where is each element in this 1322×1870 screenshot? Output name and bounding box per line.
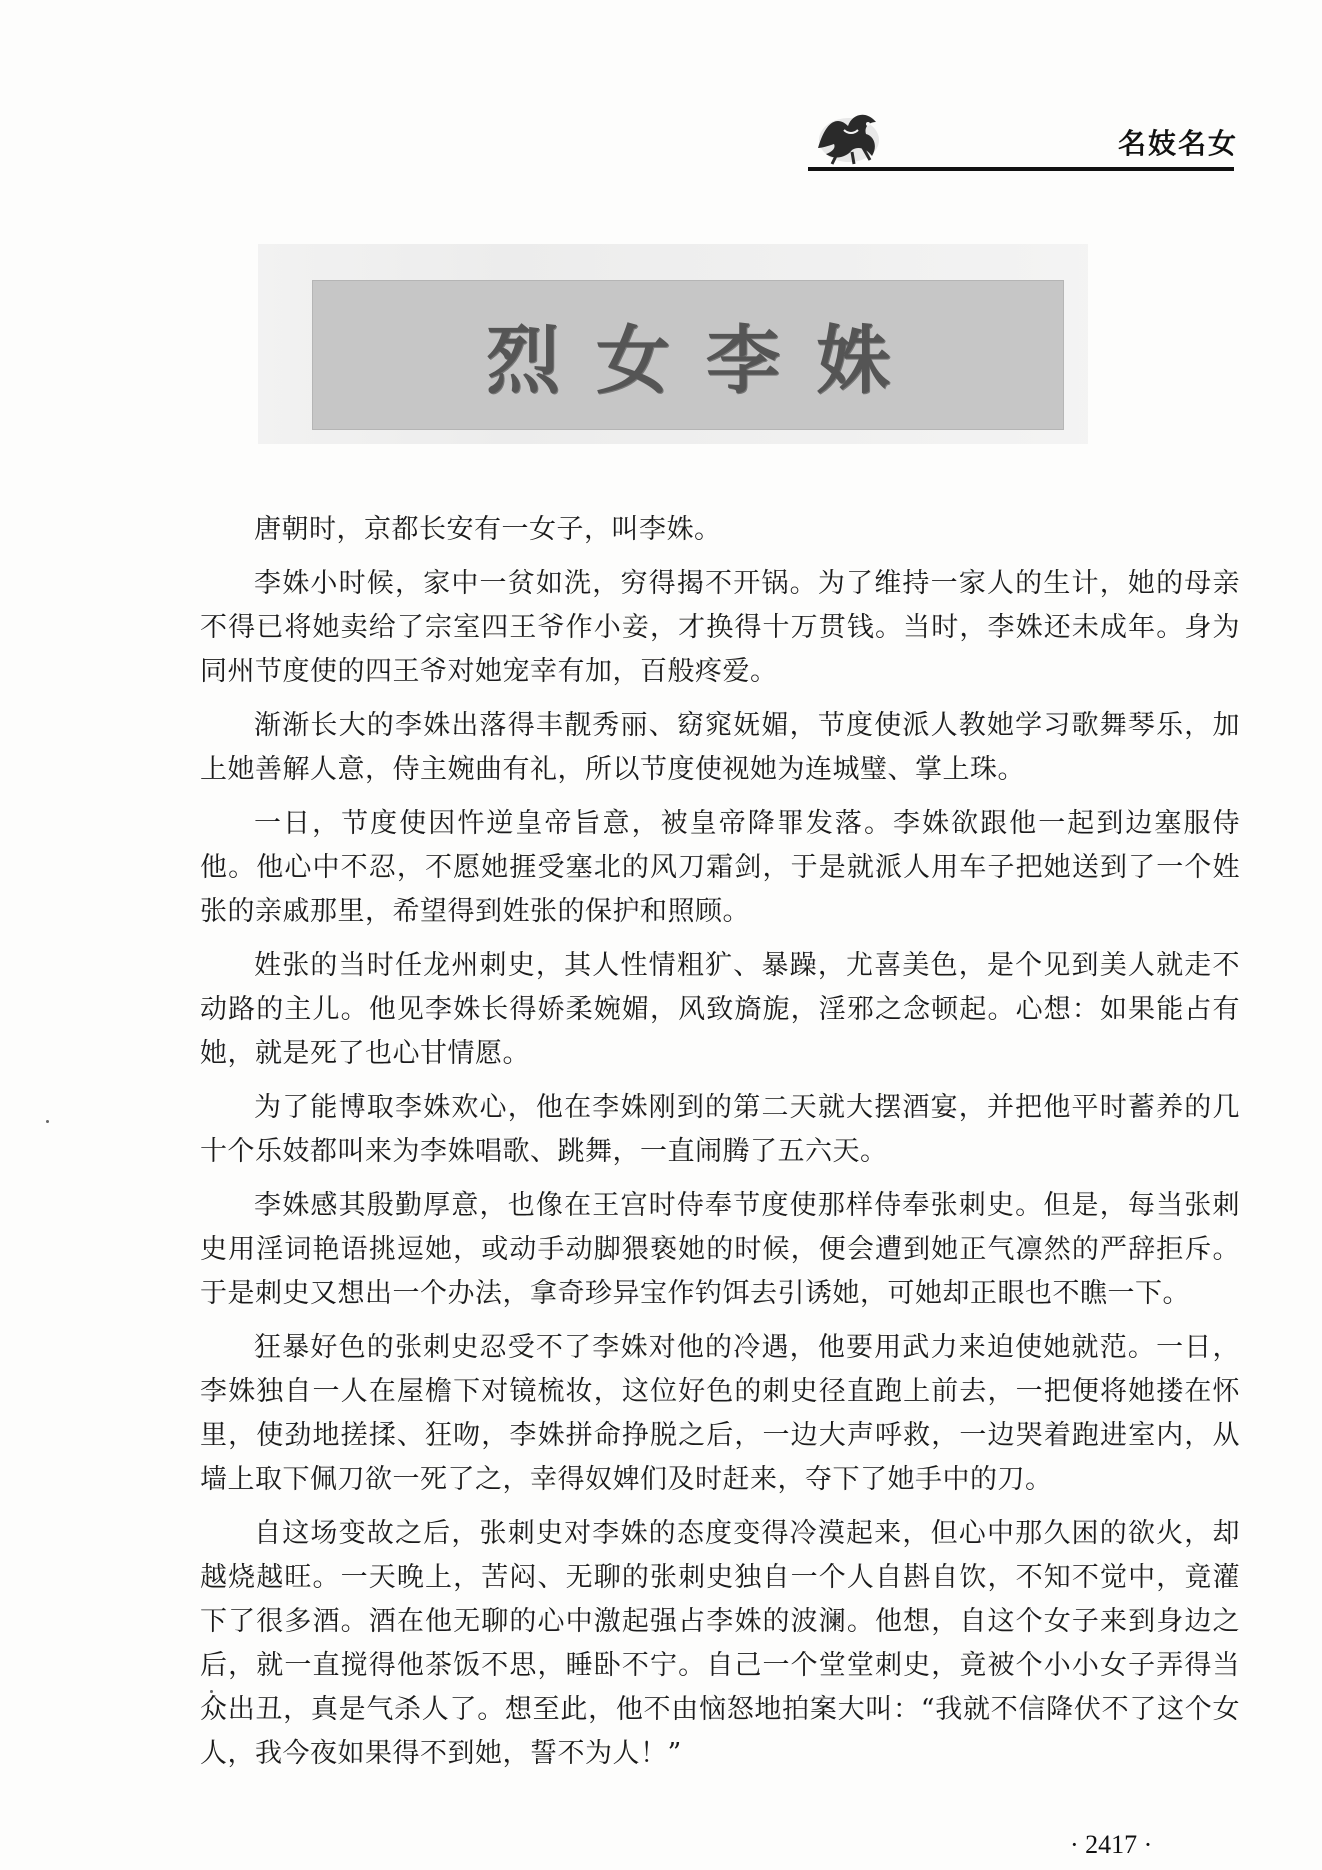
paragraph: 狂暴好色的张刺史忍受不了李姝对他的冷遇，他要用武力来迫使她就范。一日，李姝独自一人在屋檐下对镜梳妆，这位好色的刺史径直跑上前去，一把便将她搂在怀里，使劲地搓揉、狂吻，李姝拼命挣脱之后，一边大声呼救，一边哭着跑进室内，从墙上取下佩刀欲一死了之，幸得奴婢们及时赶来，夺下了她手中的刀。 xyxy=(200,1332,1240,1495)
title-banner xyxy=(312,280,1064,430)
paragraph: 姓张的当时任龙州刺史，其人性情粗犷、暴躁，尤喜美色，是个见到美人就走不动路的主儿。他见李姝长得娇柔婉媚，风致旖旎，淫邪之念顿起。心想：如果能占有她，就是死了也心甘情愿。 xyxy=(200,950,1240,1069)
paragraph: 李姝小时候，家中一贫如洗，穷得揭不开锅。为了维持一家人的生计，她的母亲不得已将她卖给了宗室四王爷作小妾，才换得十万贯钱。当时，李姝还未成年。身为同州节度使的四王爷对她宠幸有加，百般疼爱。 xyxy=(200,568,1240,687)
paragraph: 一日，节度使因忤逆皇帝旨意，被皇帝降罪发落。李姝欲跟他一起到边塞服侍他。他心中不忍，不愿她捱受塞北的风刀霜剑，于是就派人用车子把她送到了一个姓张的亲戚那里，希望得到姓张的保护和照顾。 xyxy=(200,808,1240,927)
scan-speck xyxy=(46,1120,49,1123)
paragraph: 自这场变故之后，张刺史对李姝的态度变得冷漠起来，但心中那久困的欲火，却越烧越旺。一天晚上，苦闷、无聊的张刺史独自一个人自斟自饮，不知不觉中，竟灌下了很多酒。酒在他无聊的心中激起强占李姝的波澜。他想，自这个女子来到身边之后，就一直搅得他茶饭不思，睡卧不宁。自己一个堂堂刺史，竟被个小小女子弄得当众出丑，真是气杀人了。想至此，他不由恼怒地拍案大叫：“我就不信降伏不了这个女人，我今夜如果得不到她，誓不为人！” xyxy=(200,1518,1240,1769)
paragraph: 为了能博取李姝欢心，他在李姝刚到的第二天就大摆酒宴，并把他平时蓄养的几十个乐妓都叫来为李姝唱歌、跳舞，一直闹腾了五六天。 xyxy=(200,1092,1240,1167)
article-body xyxy=(200,508,1240,1786)
paragraph: 唐朝时，京都长安有一女子，叫李姝。 xyxy=(254,514,722,545)
page-title: 烈女李姝 xyxy=(486,318,926,404)
paragraph: 李姝感其殷勤厚意，也像在王宫时侍奉节度使那样侍奉张刺史。但是，每当张刺史用淫词艳语挑逗她，或动手动脚猥亵她的时候，便会遭到她正气凛然的严辞拒斥。于是刺史又想出一个办法，拿奇珍异宝作钓饵去引诱她，可她却正眼也不瞧一下。 xyxy=(200,1190,1240,1309)
paragraph: 渐渐长大的李姝出落得丰靓秀丽、窈窕妩媚，节度使派人教她学习歌舞琴乐，加上她善解人意，侍主婉曲有礼，所以节度使视她为连城璧、掌上珠。 xyxy=(200,710,1240,785)
scan-speck xyxy=(210,1690,213,1693)
section-title: 名妓名女 xyxy=(1118,127,1239,160)
header-rule xyxy=(808,167,1234,171)
page-number: · 2417 · xyxy=(1070,1830,1153,1859)
dragon-emblem-icon xyxy=(808,100,890,168)
